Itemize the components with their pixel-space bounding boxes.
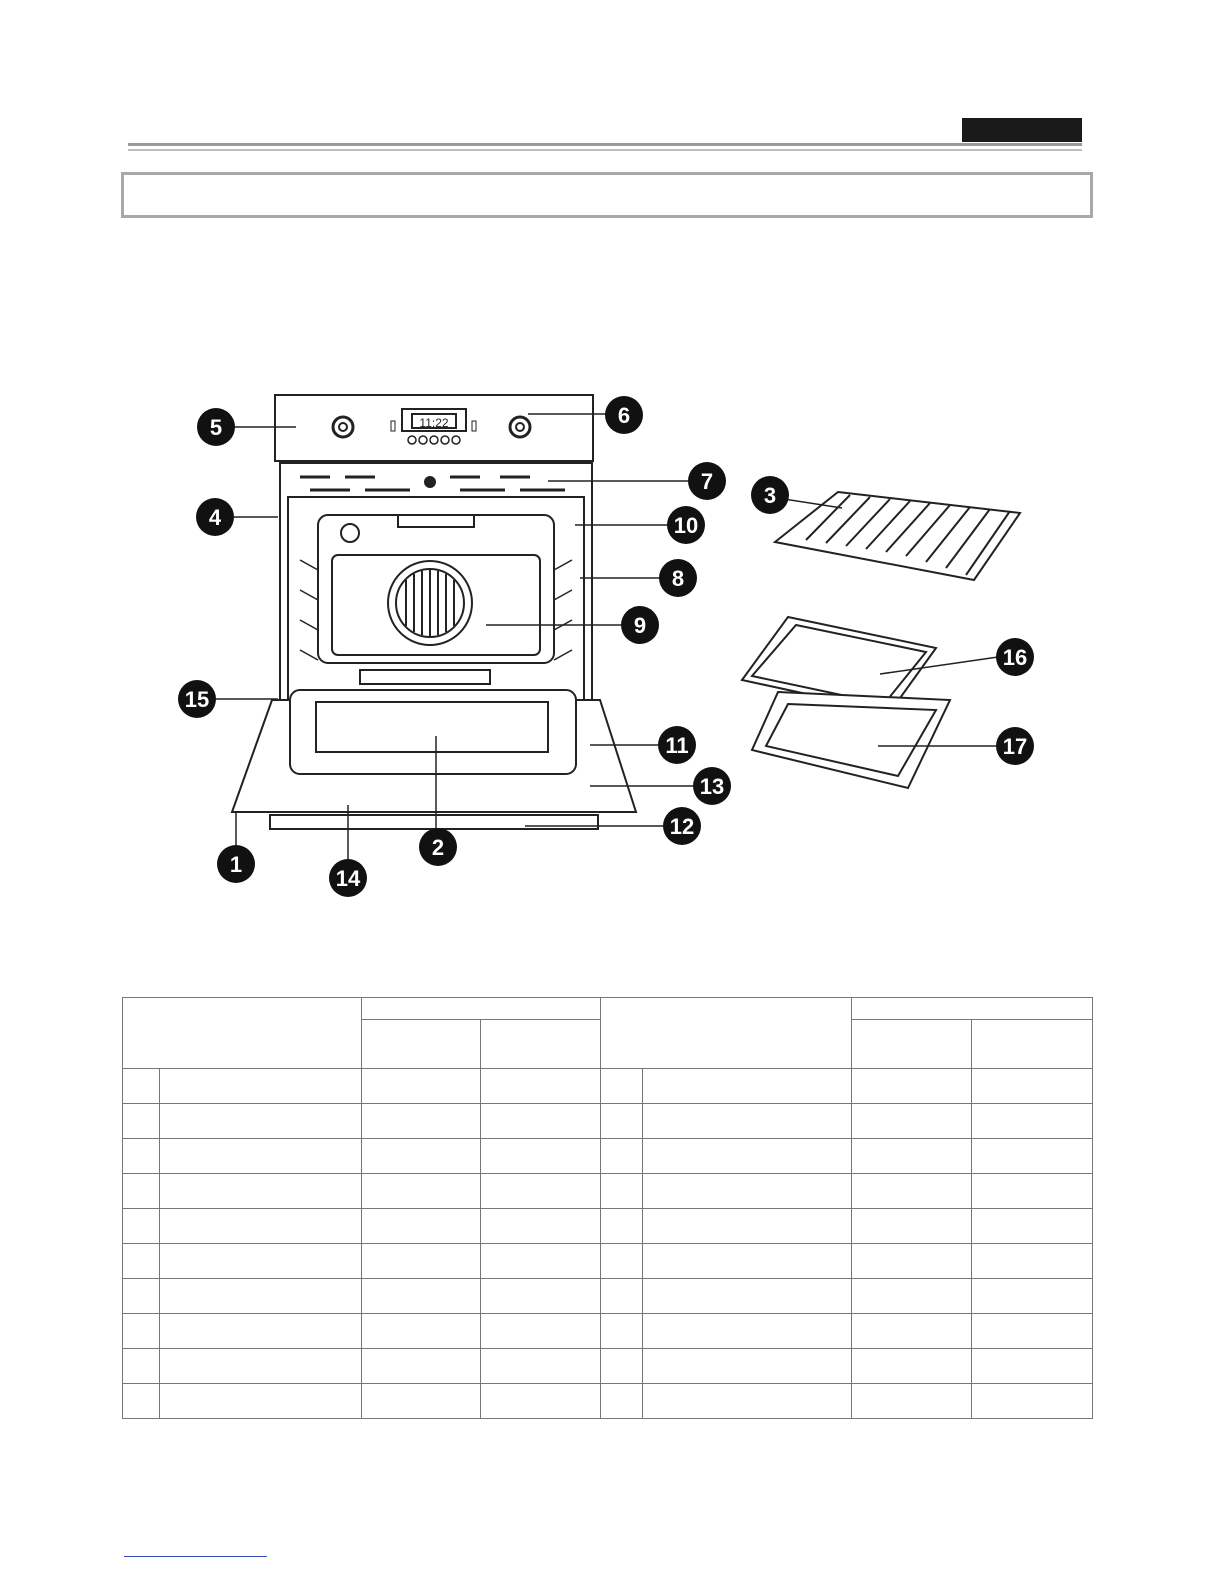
svg-text:17: 17: [1002, 734, 1028, 759]
table-cell: [601, 1104, 643, 1139]
table-cell: [362, 1279, 481, 1314]
table-cell: [481, 1244, 601, 1279]
header-rule-secondary: [128, 149, 1082, 151]
table-cell: [160, 1384, 362, 1419]
table-cell: [160, 1174, 362, 1209]
table-cell: [160, 1279, 362, 1314]
table-cell: [481, 1209, 601, 1244]
table-cell: [643, 1279, 852, 1314]
display-time: 11:22: [419, 416, 449, 430]
parts-table: [122, 997, 1093, 1419]
svg-text:6: 6: [617, 403, 631, 428]
table-cell: [643, 1174, 852, 1209]
table-cell: [362, 1104, 481, 1139]
table-cell: [972, 1209, 1093, 1244]
table-cell: [643, 1069, 852, 1104]
table-cell: [481, 1104, 601, 1139]
table-cell: [481, 1139, 601, 1174]
table-cell: [481, 1349, 601, 1384]
table-cell: [643, 1139, 852, 1174]
table-cell: [481, 1384, 601, 1419]
callout-12: [663, 807, 701, 845]
table-cell: [601, 1174, 643, 1209]
table-cell: [362, 1384, 481, 1419]
table-cell: [972, 1104, 1093, 1139]
table-cell: [123, 1069, 160, 1104]
table-cell: [123, 1279, 160, 1314]
callout-11: [658, 726, 696, 764]
table-cell: [481, 1279, 601, 1314]
table-cell: [481, 1069, 601, 1104]
table-cell: [972, 1174, 1093, 1209]
svg-text:15: 15: [184, 687, 210, 712]
callout-5-label: 5: [209, 415, 223, 440]
table-cell: [601, 1384, 643, 1419]
table-row: [123, 1314, 1093, 1349]
svg-text:16: 16: [1002, 645, 1028, 670]
header-cell: [852, 998, 1093, 1020]
table-cell: [362, 1244, 481, 1279]
table-cell: [362, 1349, 481, 1384]
callout-10: [667, 506, 705, 544]
table-cell: [123, 1384, 160, 1419]
header-cell: [852, 1020, 972, 1069]
table-cell: [160, 1244, 362, 1279]
table-cell: [362, 1069, 481, 1104]
svg-text:2: 2: [431, 835, 445, 860]
table-cell: [643, 1209, 852, 1244]
table-row: [123, 1349, 1093, 1384]
svg-text:10: 10: [673, 513, 699, 538]
callout-14: [329, 859, 367, 897]
table-cell: [601, 1244, 643, 1279]
table-cell: [972, 1069, 1093, 1104]
table-cell: [160, 1104, 362, 1139]
table-row: [123, 1069, 1093, 1104]
table-cell: [601, 1209, 643, 1244]
svg-text:12: 12: [669, 814, 695, 839]
table-cell: [160, 1314, 362, 1349]
table-cell: [972, 1279, 1093, 1314]
svg-text:4: 4: [208, 505, 222, 530]
table-cell: [601, 1139, 643, 1174]
callout-15: [178, 680, 216, 718]
svg-text:9: 9: [633, 613, 647, 638]
table-cell: [643, 1244, 852, 1279]
callout-3: [751, 476, 789, 514]
callout-9: [621, 606, 659, 644]
table-row: [123, 1104, 1093, 1139]
callout-2: [419, 828, 457, 866]
table-cell: [972, 1139, 1093, 1174]
table-cell: [852, 1279, 972, 1314]
oven-body: [280, 463, 592, 703]
table-cell: [481, 1174, 601, 1209]
table-cell: [972, 1244, 1093, 1279]
header-cell: [601, 998, 852, 1069]
table-cell: [972, 1384, 1093, 1419]
header-tab: [962, 118, 1082, 142]
table-cell: [852, 1209, 972, 1244]
table-cell: [160, 1139, 362, 1174]
table-cell: [852, 1384, 972, 1419]
table-cell: [160, 1209, 362, 1244]
callout-16: [996, 638, 1034, 676]
table-cell: [160, 1069, 362, 1104]
svg-text:1: 1: [229, 852, 243, 877]
callout-17: [996, 727, 1034, 765]
table-cell: [852, 1349, 972, 1384]
footer-link-underline[interactable]: [124, 1556, 267, 1557]
table-cell: [643, 1384, 852, 1419]
header-cell: [972, 1020, 1093, 1069]
table-cell: [852, 1069, 972, 1104]
table-cell: [123, 1209, 160, 1244]
table-cell: [362, 1139, 481, 1174]
table-row: [123, 1139, 1093, 1174]
table-row: [123, 1174, 1093, 1209]
table-cell: [362, 1314, 481, 1349]
header-cell: [123, 998, 362, 1069]
oven-door: [232, 690, 636, 829]
table-cell: [643, 1349, 852, 1384]
section-title-box: [121, 172, 1093, 218]
header-rule: [128, 143, 1082, 146]
table-cell: [123, 1349, 160, 1384]
callout-6: [605, 396, 643, 434]
callout-7: [688, 462, 726, 500]
svg-text:14: 14: [335, 866, 361, 891]
table-row: [123, 1279, 1093, 1314]
drip-tray: [752, 692, 950, 788]
table-row: [123, 1384, 1093, 1419]
wire-rack: [775, 492, 1020, 580]
table-cell: [852, 1244, 972, 1279]
table-cell: [972, 1314, 1093, 1349]
table-cell: [852, 1139, 972, 1174]
table-cell: [643, 1104, 852, 1139]
table-cell: [160, 1349, 362, 1384]
svg-text:7: 7: [700, 469, 714, 494]
table-cell: [601, 1279, 643, 1314]
table-cell: [362, 1174, 481, 1209]
table-cell: [123, 1244, 160, 1279]
table-cell: [601, 1314, 643, 1349]
svg-text:3: 3: [763, 483, 777, 508]
callout-5: [197, 408, 235, 446]
header-cell: [481, 1020, 601, 1069]
oven-parts-diagram: [0, 370, 1224, 930]
svg-text:8: 8: [671, 566, 685, 591]
table-cell: [601, 1349, 643, 1384]
svg-text:13: 13: [699, 774, 725, 799]
header-cell: [362, 998, 601, 1020]
table-cell: [123, 1314, 160, 1349]
table-cell: [481, 1314, 601, 1349]
table-row: [123, 1244, 1093, 1279]
table-cell: [852, 1104, 972, 1139]
table-cell: [643, 1314, 852, 1349]
callout-13: [693, 767, 731, 805]
svg-text:11: 11: [665, 733, 689, 758]
table-cell: [852, 1314, 972, 1349]
table-cell: [362, 1209, 481, 1244]
table-row: [123, 1209, 1093, 1244]
callout-1: [217, 845, 255, 883]
table-cell: [972, 1349, 1093, 1384]
table-cell: [852, 1174, 972, 1209]
table-cell: [123, 1139, 160, 1174]
table-cell: [123, 1104, 160, 1139]
table-cell: [601, 1069, 643, 1104]
table-cell: [123, 1174, 160, 1209]
callout-4: [196, 498, 234, 536]
callout-8: [659, 559, 697, 597]
header-cell: [362, 1020, 481, 1069]
